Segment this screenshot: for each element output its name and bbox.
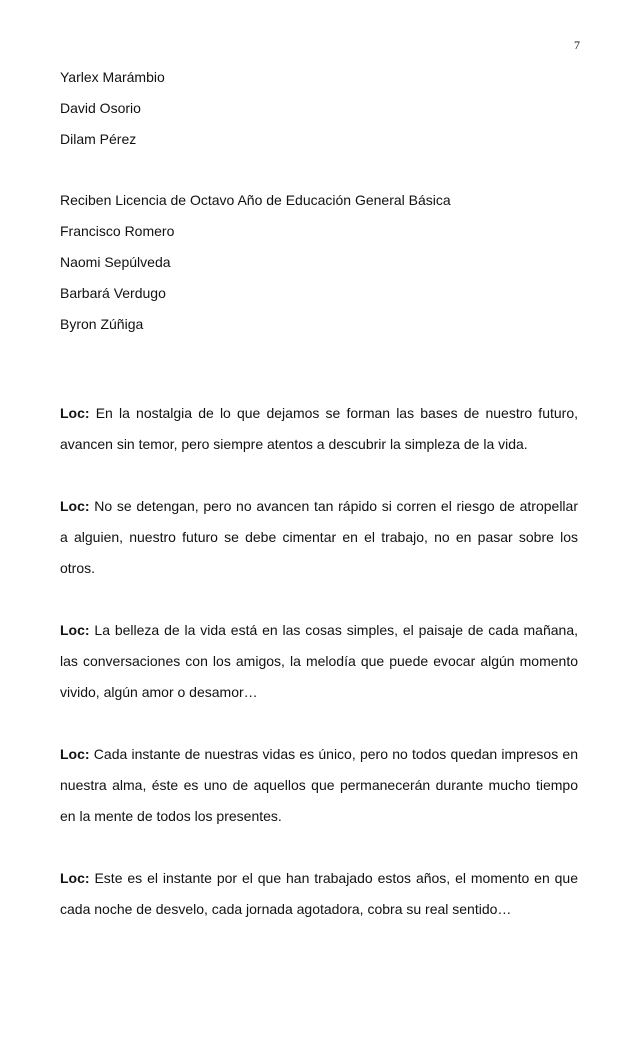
paragraph-text: En la nostalgia de lo que dejamos se forman las bases de nuestro futuro, avancen sin temor, pero siempre atentos a descubrir la simpleza de la vida.	[60, 405, 578, 452]
speaker-label: Loc:	[60, 622, 90, 638]
name-line: Francisco Romero	[60, 223, 175, 239]
licence-heading: Reciben Licencia de Octavo Año de Educación General Básica	[60, 192, 451, 208]
speaker-label: Loc:	[60, 746, 90, 762]
spacer	[60, 832, 578, 863]
speaker-label: Loc:	[60, 870, 90, 886]
speaker-label: Loc:	[60, 498, 90, 514]
speech-paragraph	[60, 615, 578, 708]
names-list-group-1	[60, 62, 578, 155]
names-list-group-2	[60, 216, 578, 340]
name-line: Byron Zúñiga	[60, 316, 144, 332]
speech-paragraph	[60, 491, 578, 584]
spacer	[60, 460, 578, 491]
spacer	[60, 708, 578, 739]
spacer	[60, 155, 578, 185]
name-line: Dilam Pérez	[60, 131, 137, 147]
speaker-label: Loc:	[60, 405, 90, 421]
page-number: 7	[574, 38, 580, 52]
paragraph-text: La belleza de la vida está en las cosas simples, el paisaje de cada mañana, las conversaciones con los amigos, la melodía que puede evocar algún momento vivido, algún amor o desamor…	[60, 622, 578, 700]
name-line: Yarlex Marámbio	[60, 69, 165, 85]
paragraph-text: Este es el instante por el que han trabajado estos años, el momento en que cada noche de desvelo, cada jornada agotadora, cobra su real sentido…	[60, 870, 578, 917]
speech-paragraph	[60, 398, 578, 460]
spacer	[60, 340, 578, 398]
name-line: Naomi Sepúlveda	[60, 254, 171, 270]
name-line: David Osorio	[60, 100, 141, 116]
name-line: Barbará Verdugo	[60, 285, 166, 301]
speech-paragraph	[60, 739, 578, 832]
document-body	[60, 62, 578, 925]
paragraph-text: No se detengan, pero no avancen tan rápido si corren el riesgo de atropellar a alguien, nuestro futuro se debe cimentar en el trabajo, no en pasar sobre los otros.	[60, 498, 578, 576]
paragraph-text: Cada instante de nuestras vidas es único, pero no todos quedan impresos en nuestra alma, éste es uno de aquellos que permanecerán durante mucho tiempo en la mente de todos los presentes.	[60, 746, 579, 824]
speech-paragraph	[60, 863, 578, 925]
spacer	[60, 584, 578, 615]
